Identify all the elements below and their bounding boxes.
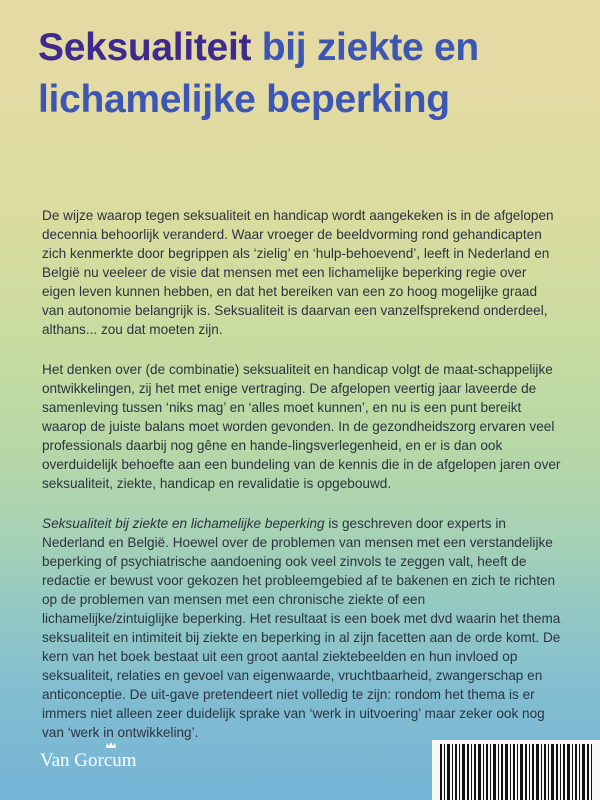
barcode (432, 740, 600, 800)
publisher-logo: Van Gorcum (40, 750, 137, 771)
book-title-italic: Seksualiteit bij ziekte en lichamelijke beperking (42, 516, 325, 531)
book-title (38, 22, 578, 126)
title-part-2: bij ziekte en lichamelijke beperking (38, 26, 479, 121)
title-part-1: Seksualiteit (38, 26, 252, 69)
blurb-text (42, 206, 562, 763)
paragraph-3 (42, 514, 562, 742)
paragraph-1: De wijze waarop tegen seksualiteit en handicap wordt aangekeken is in de afgelopen decennia behoorlijk veranderd. Waar vroeger de beeldvorming rond gehandicapten zich kenmerkte door begrippen als ‘zielig’ en ‘hulp-behoevend’, leeft in Nederland en België nu veeleer de visie dat mensen met een lichamelijke beperking regie over eigen leven kunnen hebben, en dat het bereiken van een zo hoog mogelijke graad van autonomie belangrijk is. Seksualiteit is daarvan een vanzelfsprekend onderdeel, althans... zou dat moeten zijn. (42, 208, 554, 337)
paragraph-3-text: is geschreven door experts in Nederland en België. Hoewel over de problemen van mensen met een verstandelijke beperking of psychiatrische aandoening ook veel zinvols te zeggen valt, heeft de redactie er bewust voor gekozen het probleemgebied af te bakenen en zich te richten op de problemen van mensen met een chronische ziekte of een lichamelijke/zintuiglijke beperking. Het resultaat is een boek met dvd waarin het thema seksualiteit en intimiteit bij ziekte en beperking in al zijn facetten aan de orde komt. De kern van het boek bestaat uit een groot aantal ziektebeelden en hun invloed op seksualiteit, relaties en gevoel van eigenwaarde, vruchtbaarheid, zwangerschap en anticonceptie. De uit-gave pretendeert niet volledig te zijn: rondom het thema is er immers niet alleen zeer duidelijk sprake van ‘werk in uitvoering’ maar zeker ook nog van ‘werk in ontwikkeling’. (42, 516, 561, 740)
publisher-crown-icon (106, 742, 116, 748)
paragraph-2: Het denken over (de combinatie) seksualiteit en handicap volgt de maat-schappelijke ontwikkelingen, zij het met enige vertraging. De afgelopen veertig jaar laveerde de samenleving tussen ‘niks mag’ en ‘alles moet kunnen’, en nu is een punt bereikt waarop de juiste balans moet worden gevonden. In de gezondheidszorg ervaren veel professionals daarbij nog gêne en hande-lingsverlegenheid, en er is dan ook overduidelijk behoefte aan een bundeling van de kennis die in de afgelopen jaren over seksualiteit, ziekte, handicap en revalidatie is opgebouwd. (42, 362, 561, 491)
